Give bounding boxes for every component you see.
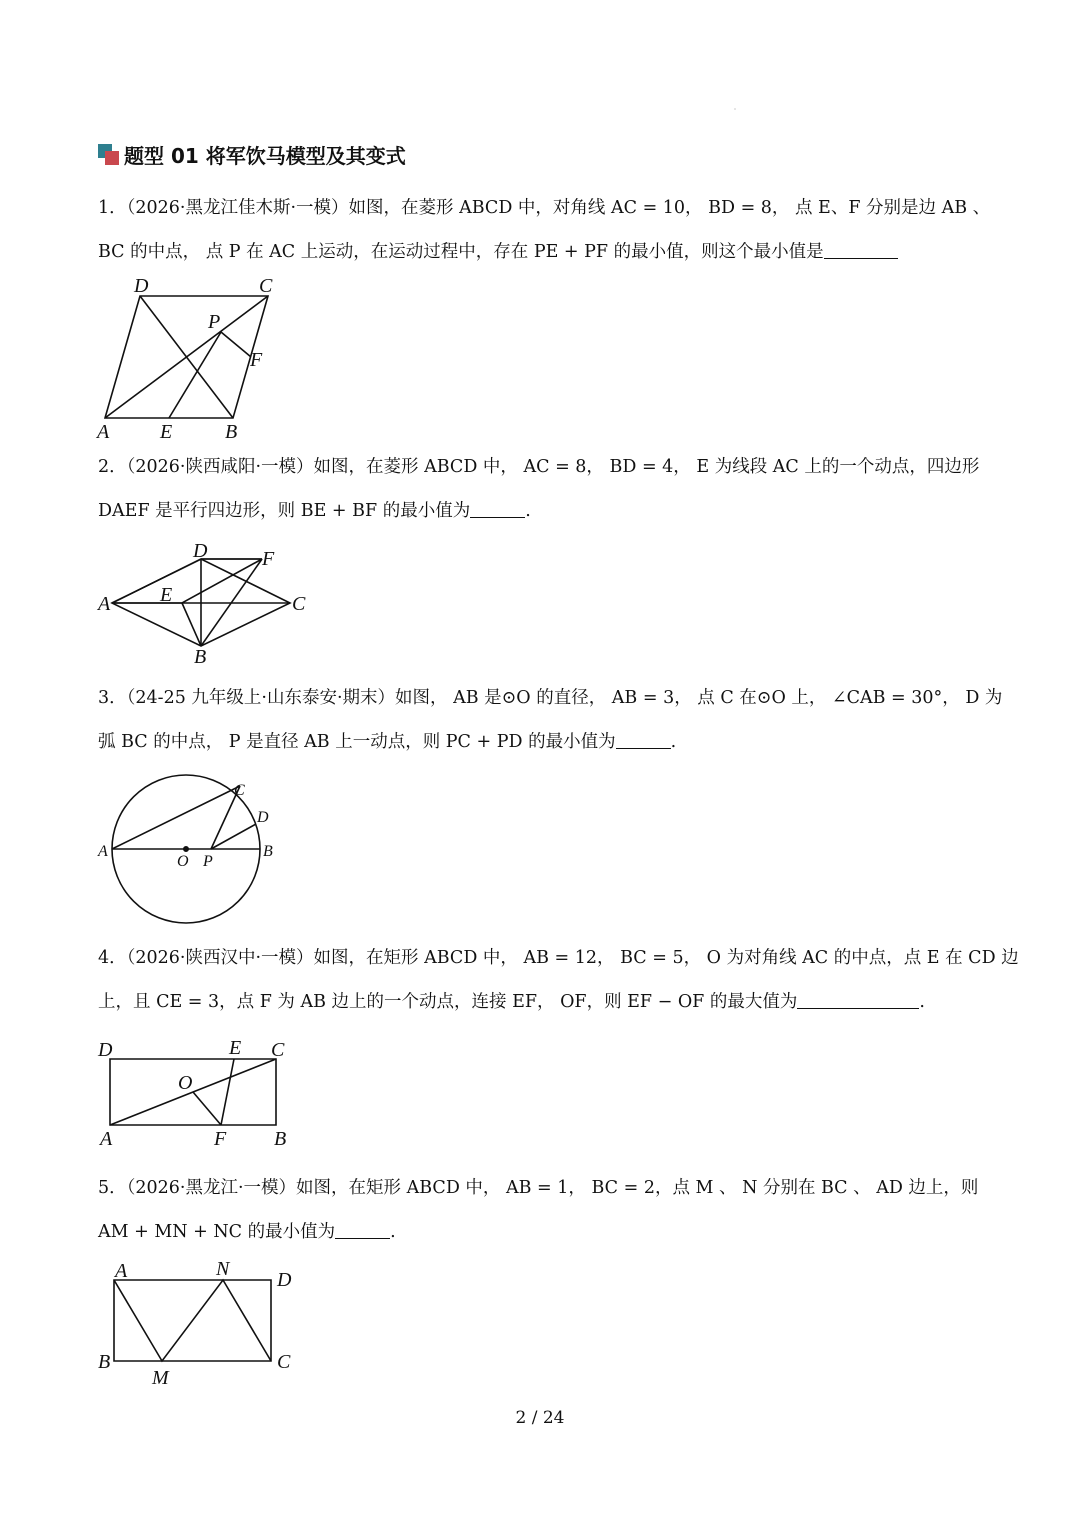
point-label-d: D (277, 1269, 292, 1291)
header-mark: ˙ (733, 108, 737, 117)
center-point-o (184, 847, 188, 851)
section-heading-text: 题型 01 将军饮马模型及其变式 (124, 144, 406, 168)
section-heading (98, 140, 406, 169)
question-1-figure (90, 270, 290, 445)
point-label-e: E (160, 584, 173, 606)
point-label-d: D (134, 275, 149, 297)
answer-blank[interactable] (797, 988, 919, 1009)
question-4-figure (90, 1032, 310, 1157)
question-2-line-2: DAEF 是平行四边形，则 BE + BF 的最小值为 (98, 501, 471, 521)
question-3-figure (90, 770, 290, 930)
question-3-line-1: 3．（24-25 九年级上·山东泰安·期末）如图， AB 是⊙O 的直径， AB = 3， 点 C 在⊙O 上， ∠CAB = 30°， D 为 (98, 688, 1003, 708)
question-2-figure (90, 540, 320, 670)
page-number: 2 / 24 (515, 1408, 565, 1428)
answer-blank[interactable] (470, 497, 525, 518)
point-label-m: M (152, 1367, 169, 1389)
point-label-c: C (292, 593, 306, 615)
point-label-a: A (98, 593, 111, 615)
point-label-p: P (208, 311, 221, 333)
point-label-o: O (178, 1072, 193, 1094)
question-1-line-1: 1．（2026·黑龙江佳木斯·一模）如图，在菱形 ABCD 中，对角线 AC = 10， BD = 8， 点 E、F 分别是边 AB 、 (98, 198, 991, 218)
parallelogram-daef (112, 559, 262, 603)
segment-ef (221, 1059, 234, 1125)
point-label-f: F (214, 1128, 227, 1150)
question-5-line-1: 5．（2026·黑龙江·一模）如图，在矩形 ABCD 中， AB = 1， BC = 2，点 M 、 N 分别在 BC 、 AD 边上，则 (98, 1178, 979, 1198)
question-3: 3．（24-25 九年级上·山东泰安·期末）如图， AB 是⊙O 的直径， AB = 3， 点 C 在⊙O 上， ∠CAB = 30°， D 为 弧 BC 的中点， P 是直径 AB 上一动点，则 PC + PD 的最小值为 . (98, 676, 988, 764)
question-1 (98, 186, 991, 274)
point-label-p: P (203, 853, 213, 870)
point-label-b: B (98, 1351, 111, 1373)
point-label-c: C (277, 1351, 291, 1373)
answer-blank[interactable] (616, 728, 671, 749)
point-label-o: O (177, 853, 189, 870)
point-label-d: D (193, 540, 208, 562)
point-label-a: A (115, 1260, 128, 1282)
point-label-c: C (271, 1039, 285, 1061)
point-label-n: N (216, 1258, 230, 1280)
segment-of (193, 1092, 221, 1125)
question-4-line-2: 上，且 CE = 3，点 F 为 AB 边上的一个动点，连接 EF， OF，则 EF − OF 的最大值为 (98, 992, 798, 1012)
point-label-b: B (263, 843, 273, 860)
point-label-a: A (98, 843, 108, 860)
question-5: 5．（2026·黑龙江·一模）如图，在矩形 ABCD 中， AB = 1， BC = 2，点 M 、 N 分别在 BC 、 AD 边上，则 AM + MN + NC 的最小值为 . (98, 1166, 988, 1254)
question-1-line-2: BC 的中点， 点 P 在 AC 上运动，在运动过程中，存在 PE + PF 的最小值，则这个最小值是 (98, 242, 824, 262)
chord-ac (112, 786, 240, 849)
point-label-d: D (98, 1039, 113, 1061)
point-label-e: E (160, 421, 173, 443)
point-label-a: A (97, 421, 110, 443)
point-label-c: C (259, 275, 273, 297)
question-5-figure (90, 1258, 310, 1393)
point-label-a: A (100, 1128, 113, 1150)
question-4: 4．（2026·陕西汉中·一模）如图，在矩形 ABCD 中， AB = 12， BC = 5， O 为对角线 AC 的中点，点 E 在 CD 边 上，且 CE = 3，点 F 为 AB 边上的一个动点，连接 EF， OF，则 EF − OF 的最大值为 . (98, 936, 988, 1024)
question-3-line-2: 弧 BC 的中点， P 是直径 AB 上一动点，则 PC + PD 的最小值为 (98, 732, 616, 752)
segment-be (182, 603, 201, 646)
path-amnc (114, 1280, 271, 1361)
question-5-line-2: AM + MN + NC 的最小值为 (98, 1222, 336, 1242)
question-2-line-1: 2．（2026·陕西咸阳·一模）如图，在菱形 ABCD 中， AC = 8， BD = 4， E 为线段 AC 上的一个动点，四边形 (98, 457, 980, 477)
segment-pf (221, 332, 251, 357)
segment-pd (211, 824, 256, 849)
point-label-f: F (262, 548, 275, 570)
point-label-f: F (250, 349, 263, 371)
point-label-b: B (225, 421, 238, 443)
question-4-line-1: 4．（2026·陕西汉中·一模）如图，在矩形 ABCD 中， AB = 12， BC = 5， O 为对角线 AC 的中点，点 E 在 CD 边 (98, 948, 1019, 968)
question-2: 2．（2026·陕西咸阳·一模）如图，在菱形 ABCD 中， AC = 8， BD = 4， E 为线段 AC 上的一个动点，四边形 DAEF 是平行四边形，则 BE + BF 的最小值为 . (98, 445, 988, 533)
point-label-e: E (229, 1037, 242, 1059)
point-label-d: D (257, 809, 269, 826)
point-label-b: B (194, 646, 207, 668)
point-label-c: C (234, 782, 245, 799)
section-square-icon (98, 144, 122, 166)
answer-blank[interactable] (824, 238, 898, 259)
answer-blank[interactable] (335, 1218, 390, 1239)
point-label-b: B (274, 1128, 287, 1150)
